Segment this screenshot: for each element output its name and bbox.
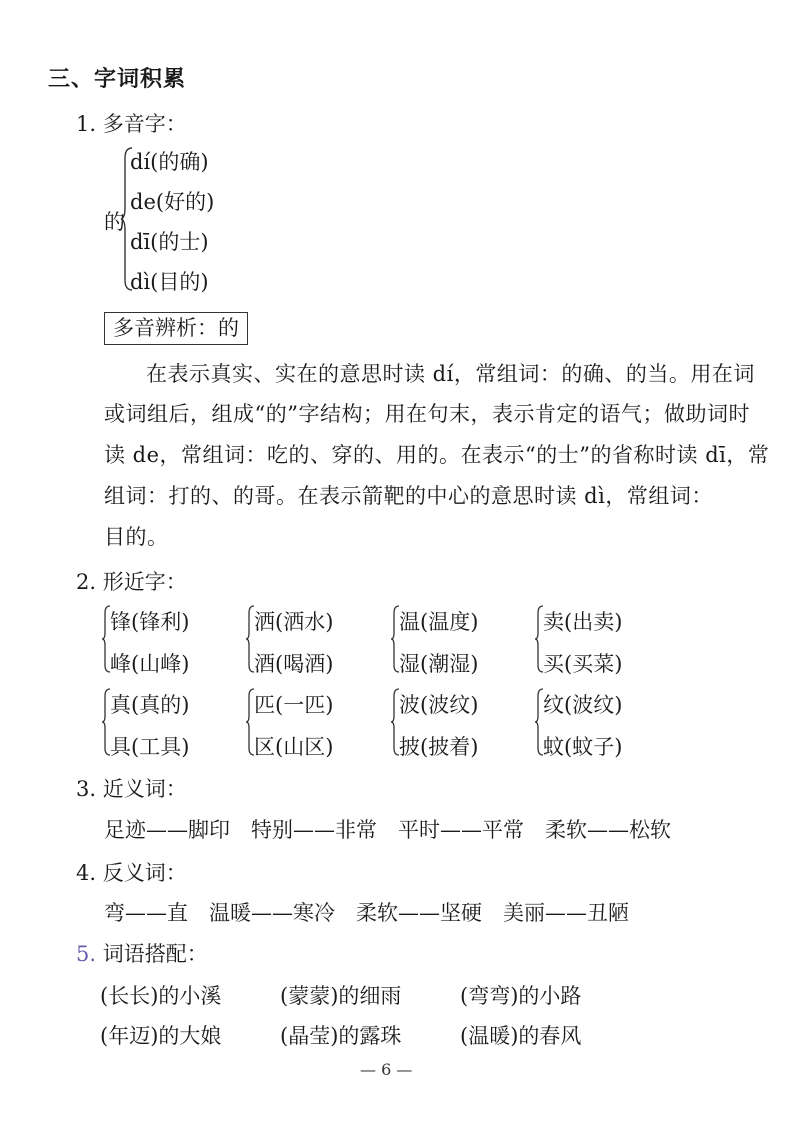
similar-char: 披(披着) [399,735,479,759]
polyphonic-char: 的 [104,210,125,234]
similar-char: 锋(锋利) [110,610,190,634]
paragraph-line: 在表示真实、实在的意思时读 dí，常组词：的确、的当。用在词 [146,362,755,386]
paragraph-line: 或词组后，组成“的”字结构；用在句末，表示肯定的语气；做助词时 [104,402,750,426]
similar-char: 峰(山峰) [110,652,190,676]
reading-2: de(好的) [130,190,215,214]
heading-similar-chars: 2. 形近字： [76,570,187,594]
section-title: 三、字词积累 [48,67,187,92]
heading-number: 5. [76,942,97,966]
similar-char: 波(波纹) [399,693,479,717]
reading-3: dī(的士) [130,230,209,254]
similar-char: 温(温度) [399,610,479,634]
heading-antonyms: 4. 反义词： [76,861,187,885]
collocation-item: (温暖)的春风 [460,1024,582,1048]
similar-char: 区(山区) [254,735,334,759]
collocation-item: (蒙蒙)的细雨 [280,984,402,1008]
similar-char: 湿(潮湿) [399,652,479,676]
paragraph-line: 读 de，常组词：吃的、穿的、用的。在表示“的士”的省称时读 dī，常 [104,443,770,467]
similar-char: 具(工具) [110,735,190,759]
similar-char: 卖(出卖) [543,610,623,634]
heading-collocations [76,938,208,968]
collocation-item: (长长)的小溪 [100,984,222,1008]
heading-polyphonic: 1. 多音字： [76,112,187,136]
collocation-item: (晶莹)的露珠 [280,1024,402,1048]
heading-text: 词语搭配： [96,942,208,966]
paragraph-line: 目的。 [104,525,169,549]
similar-char: 洒(洒水) [254,610,334,634]
reading-4: dì(目的) [130,270,209,294]
similar-char: 真(真的) [110,693,190,717]
analysis-box-label: 多音辨析：的 [104,312,248,345]
collocation-item: (弯弯)的小路 [460,984,582,1008]
synonyms-line: 足迹——脚印 特别——非常 平时——平常 柔软——松软 [104,818,671,842]
heading-synonyms: 3. 近义词： [76,777,187,801]
collocation-item: (年迈)的大娘 [100,1024,222,1048]
similar-char: 买(买菜) [543,652,623,676]
reading-1: dí(的确) [130,150,209,174]
similar-char: 纹(波纹) [543,693,623,717]
similar-char: 蚊(蚊子) [543,735,623,759]
similar-char: 匹(一匹) [254,693,334,717]
antonyms-line: 弯——直 温暖——寒冷 柔软——坚硬 美丽——丑陋 [104,901,629,925]
paragraph-line: 组词：打的、的哥。在表示箭靶的中心的意思时读 dì，常组词： [104,484,713,508]
similar-char: 酒(喝酒) [254,652,334,676]
page-number: — 6 — [360,1060,413,1079]
